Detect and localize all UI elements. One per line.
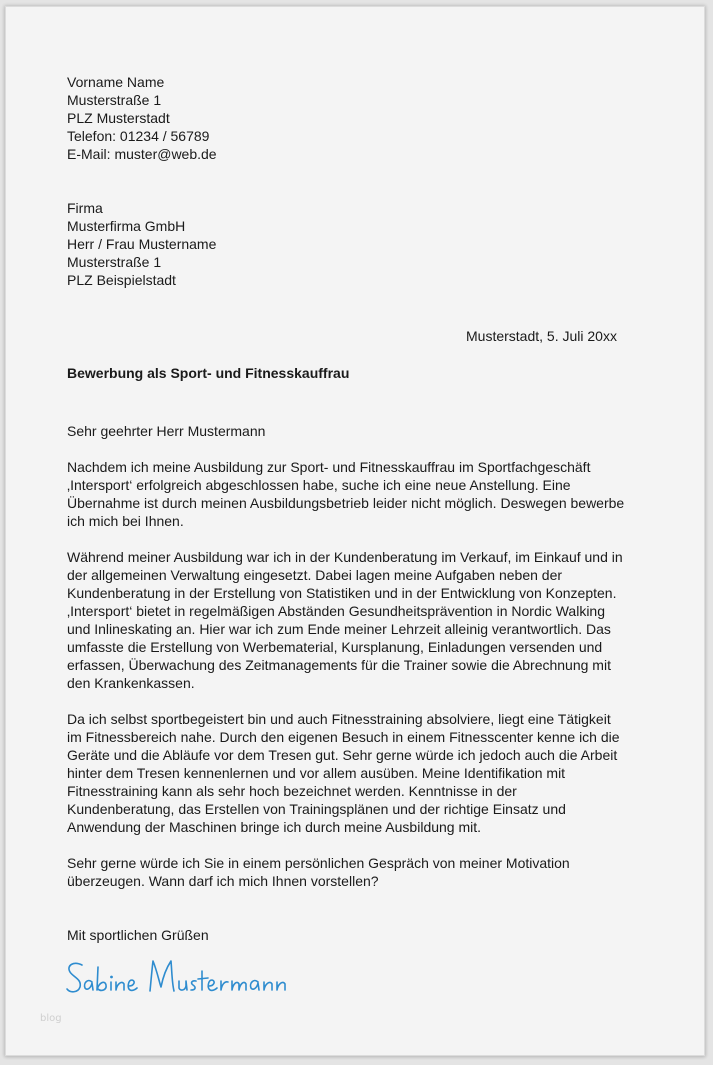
text-line: Anwendung der Maschinen bringe ich durch meine Ausbildung mit. <box>67 819 482 835</box>
text-line: der allgemeinen Verwaltung eingesetzt. Dabei lagen meine Aufgaben neben der <box>67 567 563 583</box>
text-line: und Inlineskating an. Hier war ich zum Ende meiner Lehrzeit alleinig verantwortlich. Das <box>67 621 611 637</box>
complimentary-close: Mit sportlichen Grüßen <box>67 927 209 943</box>
text-line: ‚Intersport‘ bietet in regelmäßigen Abständen Gesundheitsprävention in Nordic Walking <box>67 603 606 619</box>
paragraph-closing <box>67 854 642 890</box>
text-line: Nachdem ich meine Ausbildung zur Sport- und Fitnesskauffrau im Sportfachgeschäft <box>67 459 591 475</box>
sender-name: Vorname Name <box>67 74 165 90</box>
text-line: umfasste die Erstellung von Werbematerial, Kursplanung, Einladungen versenden und <box>67 639 603 655</box>
sender-address <box>67 73 217 163</box>
text-line: Sehr gerne würde ich Sie in einem persönlichen Gespräch von meiner Motivation <box>67 855 570 871</box>
paragraph-intro <box>67 458 642 530</box>
text-line: Kundenberatung in der Erstellung von Statistiken und in der Entwicklung von Konzepten. <box>67 585 617 601</box>
recipient-company: Musterfirma GmbH <box>67 218 186 234</box>
sender-email: E-Mail: muster@web.de <box>67 146 217 162</box>
letter-date: Musterstadt, 5. Juli 20xx <box>466 328 617 344</box>
paragraph-experience <box>67 548 642 692</box>
text-line: erfassen, Überwachung des Zeitmanagements für die Trainer sowie die Abrechnung mit <box>67 657 611 673</box>
text-line: ‚Intersport‘ erfolgreich abgeschlossen habe, suche ich eine neue Anstellung. Eine <box>67 477 571 493</box>
salutation: Sehr geehrter Herr Mustermann <box>67 423 266 439</box>
recipient-contact: Herr / Frau Mustername <box>67 236 217 252</box>
recipient-address <box>67 199 216 289</box>
sender-phone: Telefon: 01234 / 56789 <box>67 128 210 144</box>
recipient-street: Musterstraße 1 <box>67 254 162 270</box>
watermark-text: blog <box>40 1013 62 1024</box>
letter-subject: Bewerbung als Sport- und Fitnesskauffrau <box>67 365 350 381</box>
paragraph-motivation <box>67 710 642 836</box>
signature-icon <box>64 955 294 1003</box>
text-line: Fitnesstraining kann als sehr hoch bezeichnet werden. Kenntnisse in der <box>67 783 517 799</box>
text-line: überzeugen. Wann darf ich mich Ihnen vorstellen? <box>67 873 379 889</box>
text-line: hinter dem Tresen kennenlernen und vor allem ausüben. Meine Identifikation mit <box>67 765 566 781</box>
text-line: Kundenberatung, das Erstellen von Trainingsplänen und der richtige Einsatz und <box>67 801 566 817</box>
text-line: im Fitnessbereich nahe. Durch den eigenen Besuch in einem Fitnesscenter kenne ich die <box>67 729 620 745</box>
text-line: den Krankenkassen. <box>67 675 195 691</box>
text-line: Während meiner Ausbildung war ich in der Kundenberatung im Verkauf, im Einkauf und in <box>67 549 623 565</box>
text-line: Übernahme ist durch meinen Ausbildungsbetrieb leider nicht möglich. Deswegen bewerbe <box>67 495 625 511</box>
text-line: Geräte und die Abläufe vor dem Tresen gut. Sehr gerne würde ich jedoch auch die Arbeit <box>67 747 618 763</box>
handwritten-signature <box>64 955 294 1003</box>
recipient-city: PLZ Beispielstadt <box>67 272 176 288</box>
sender-city: PLZ Musterstadt <box>67 110 170 126</box>
letter-page <box>5 6 705 1056</box>
text-line: ich mich bei Ihnen. <box>67 513 184 529</box>
text-line: Da ich selbst sportbegeistert bin und auch Fitnesstraining absolviere, liegt eine Tätigkeit <box>67 711 611 727</box>
recipient-company-label: Firma <box>67 200 103 216</box>
sender-street: Musterstraße 1 <box>67 92 162 108</box>
